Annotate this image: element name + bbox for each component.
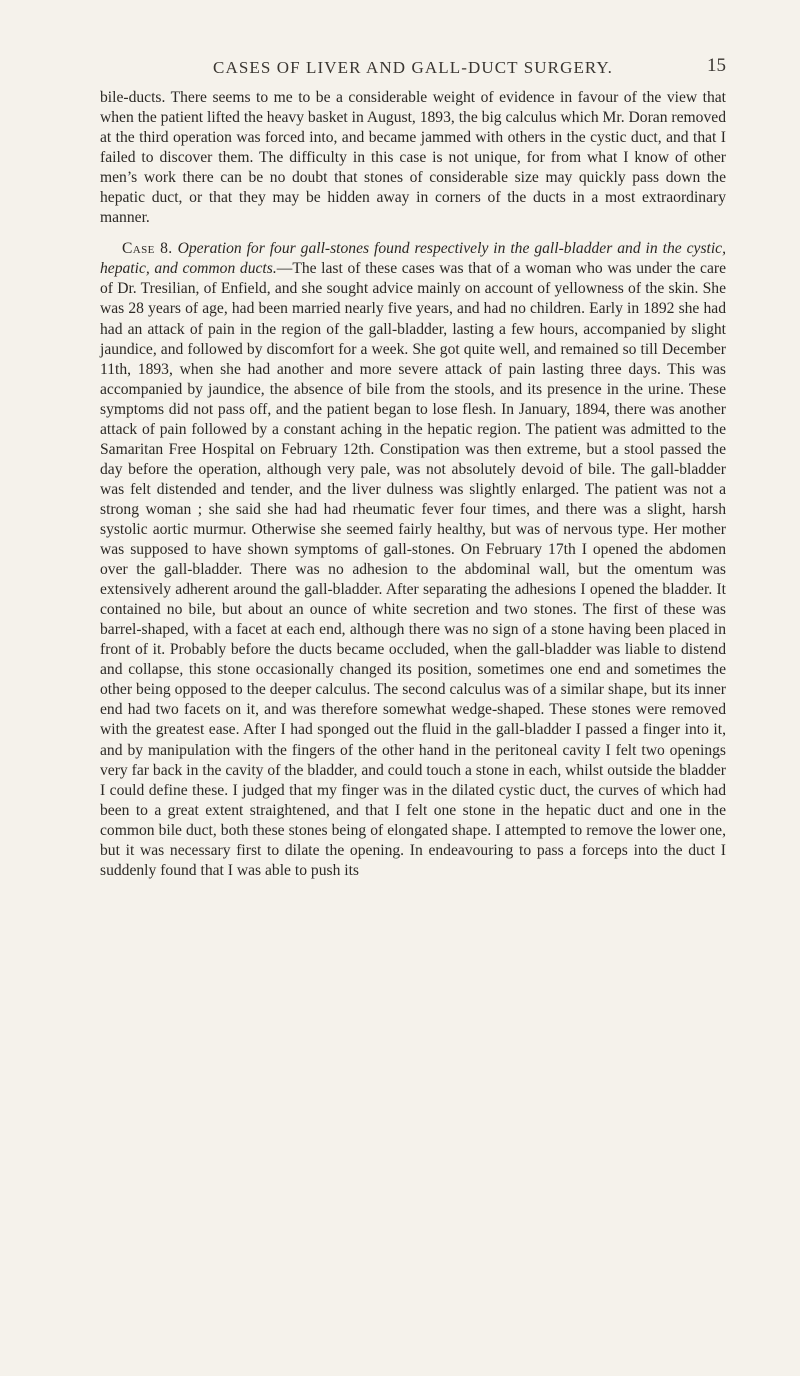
body-text: [100, 88, 726, 881]
case-label: Case 8.: [122, 240, 173, 258]
paragraph-case-8: [100, 239, 726, 881]
case-title: Operation for four gall-stones found respectively in the gall-bladder and in the cystic, hepatic, and common ducts.: [100, 240, 726, 278]
paragraph-continued: bile-ducts. There seems to me to be a considerable weight of evidence in favour of the view that when the patient lifted the heavy basket in August, 1893, the big calculus which Mr. Doran removed at the third operation was forced into, and became jammed with others in the cystic duct, and that I failed to discover them. The difficulty in this case is not unique, for from what I know of other men’s work there can be no doubt that stones of considerable size may quickly pass down the hepatic duct, or that they may be hidden away in corners of the ducts in a most extraordinary manner.: [100, 89, 726, 227]
running-title: CASES OF LIVER AND GALL-DUCT SURGERY.: [213, 58, 613, 77]
page-number: 15: [707, 55, 726, 76]
case-narrative: —The last of these cases was that of a woman who was under the care of Dr. Tresilian, of Enfield, and she sought advice mainly on account of yellowness of the skin. She was 28 years of age, had been married nearly five years, and had no children. Early in 1892 she had had an attack of pain in the region of the gall-bladder, lasting a few hours, accompanied by slight jaundice, and followed by discomfort for a week. She got quite well, and remained so till December 11th, 1893, when she had another and more severe attack of pain lasting three days. This was accompanied by jaundice, the absence of bile from the stools, and its presence in the urine. These symptoms did not pass off, and the patient began to lose flesh. In January, 1894, there was another attack of pain followed by a constant aching in the hepatic region. The patient was admitted to the Samaritan Free Hospital on February 12th. Constipation was then extreme, but a stool passed the day before the operation, although very pale, was not absolutely devoid of bile. The gall-bladder was felt distended and tender, and the liver dulness was slightly enlarged. The patient was not a strong woman ; she said she had had rheumatic fever four times, and there was a slight, harsh systolic aortic murmur. Otherwise she seemed fairly healthy, but was of nervous type. Her mother was supposed to have shown symptoms of gall-stones. On February 17th I opened the abdomen over the gall-bladder. There was no adhesion to the abdominal wall, but the omentum was extensively adherent around the gall-bladder. After separating the adhesions I opened the bladder. It contained no bile, but about an ounce of white secretion and two stones. The first of these was barrel-shaped, with a facet at each end, although there was no sign of a stone having been placed in front of it. Probably before the ducts became occluded, when the gall-bladder was liable to distend and collapse, this stone occasionally changed its position, sometimes one end and sometimes the other being opposed to the deeper calculus. The second calculus was of a similar shape, but its inner end had two facets on it, and was therefore somewhat wedge-shaped. These stones were removed with the greatest ease. After I had sponged out the fluid in the gall-bladder I passed a finger into it, and by manipulation with the fingers of the other hand in the peritoneal cavity I felt two openings very far back in the cavity of the bladder, and could touch a stone in each, whilst outside the bladder I could define these. I judged that my finger was in the dilated cystic duct, the curves of which had been to a great extent straightened, and that I felt one stone in the hepatic duct and one in the common bile duct, both these stones being of elongated shape. I attempted to remove the lower one, but it was necessary first to dilate the opening. In endeavouring to pass a forceps into the duct I suddenly found that I was able to push its: [100, 260, 726, 879]
running-head: [100, 55, 726, 82]
